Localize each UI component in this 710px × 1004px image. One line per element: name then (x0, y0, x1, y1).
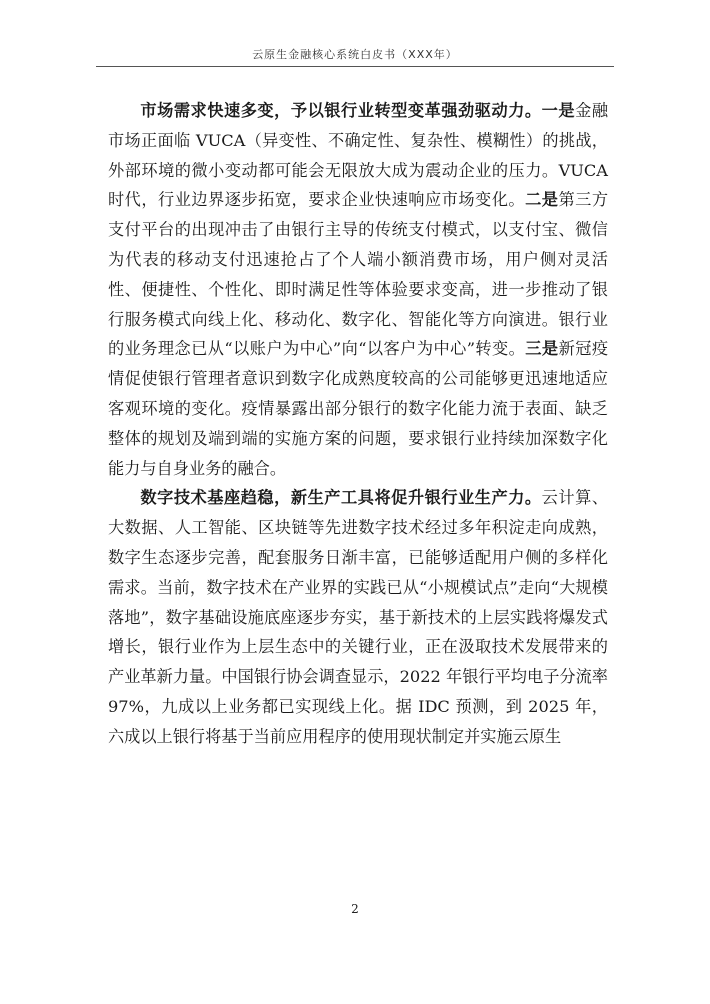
ordinal-second: 二是 (525, 190, 559, 210)
paragraph-text: 第三方支付平台的出现冲击了由银行主导的传统支付模式，以支付宝、微信为代表的移动支付迅速抢占了个人端小额消费市场，用户侧对灵活性、便捷性、个性化、即时满足性等体验要求变高，进一步推动了银行服务模式向线上化、移动化、数字化、智能化等方向演进。银行业的业务理念已从“以账户为中心”向“以客户为中心”转变。 (108, 190, 609, 359)
paragraph-market-demand (108, 96, 608, 483)
running-header: 云原生金融核心系统白皮书（XXX年） (252, 48, 458, 61)
header-divider (96, 66, 614, 67)
paragraph-text: 新冠疫情促使银行管理者意识到数字化成熟度较高的公司能够更迅速地适应客观环境的变化。疫情暴露出部分银行的数字化能力流于表面、缺乏整体的规划及端到端的实施方案的问题，要求银行业持续加深数字化能力与自身业务的融合。 (108, 339, 609, 478)
page-body (108, 96, 608, 752)
paragraph-text: 金融市场正面临 VUCA（异变性、不确定性、复杂性、模糊性）的挑战，外部环境的微小变动都可能会无限放大成为震动企业的压力。VUCA 时代，行业边界逐步拓宽，要求企业快速响应市场变化。 (108, 101, 609, 210)
paragraph-digital-tech (108, 483, 608, 751)
paragraph-lead-heading: 数字技术基座趋稳，新生产工具将促升银行业生产力。 (140, 488, 542, 508)
ordinal-first: 一是 (541, 101, 576, 120)
page-number: 2 (351, 902, 359, 916)
ordinal-third: 三是 (525, 339, 559, 359)
paragraph-text: 云计算、大数据、人工智能、区块链等先进数字技术经过多年积淀走向成熟，数字生态逐步完善，配套服务日渐丰富，已能够适配用户侧的多样化需求。当前，数字技术在产业界的实践已从“小规模试点”走向“大规模落地”，数字基础设施底座逐步夯实，基于新技术的上层实践将爆发式增长，银行业作为上层生态中的关键行业，正在汲取技术发展带来的产业革新力量。中国银行协会调查显示，2022 年银行平均电子分流率 97%，九成以上业务都已实现线上化。据 IDC 预测，到 2025 年，六成以上银行将基于当前应用程序的使用现状制定并实施云原生 (108, 488, 609, 746)
paragraph-lead-heading: 市场需求快速多变，予以银行业转型变革强劲驱动力。 (140, 101, 542, 120)
